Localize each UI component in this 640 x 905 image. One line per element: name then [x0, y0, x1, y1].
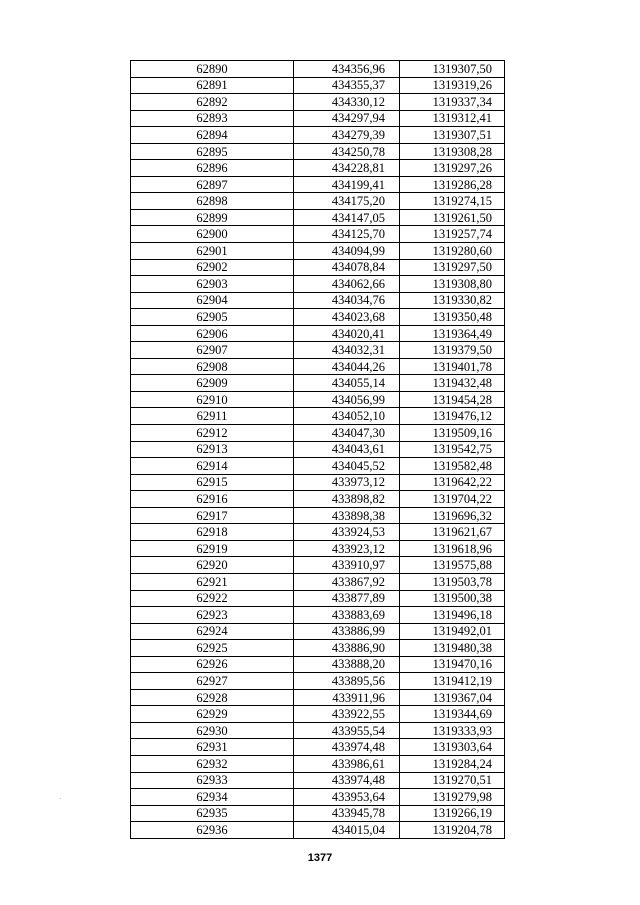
- x-coordinate-cell: 434023,68: [294, 309, 400, 326]
- table-row: [131, 110, 505, 127]
- x-coordinate-cell: 434330,12: [294, 94, 400, 111]
- x-coordinate-cell: 433895,56: [294, 673, 400, 690]
- x-coordinate-cell: 434175,20: [294, 193, 400, 210]
- x-coordinate-cell: 434125,70: [294, 226, 400, 243]
- x-coordinate-cell: 434250,78: [294, 143, 400, 160]
- y-coordinate-cell: 1319582,48: [400, 458, 505, 475]
- x-coordinate-cell: 433923,12: [294, 540, 400, 557]
- y-coordinate-cell: 1319274,15: [400, 193, 505, 210]
- table-row: [131, 292, 505, 309]
- x-coordinate-cell: 433888,20: [294, 656, 400, 673]
- table-row: [131, 474, 505, 491]
- x-coordinate-cell: 434147,05: [294, 209, 400, 226]
- x-coordinate-cell: 433898,82: [294, 491, 400, 508]
- point-number-cell: 62902: [131, 259, 294, 276]
- x-coordinate-cell: 433867,92: [294, 573, 400, 590]
- point-number-cell: 62903: [131, 276, 294, 293]
- coordinates-table-body: [131, 61, 505, 839]
- y-coordinate-cell: 1319379,50: [400, 342, 505, 359]
- y-coordinate-cell: 1319204,78: [400, 822, 505, 839]
- point-number-cell: 62894: [131, 127, 294, 144]
- point-number-cell: 62920: [131, 557, 294, 574]
- y-coordinate-cell: 1319297,50: [400, 259, 505, 276]
- y-coordinate-cell: 1319642,22: [400, 474, 505, 491]
- y-coordinate-cell: 1319307,51: [400, 127, 505, 144]
- table-row: [131, 772, 505, 789]
- point-number-cell: 62914: [131, 458, 294, 475]
- table-row: [131, 607, 505, 624]
- x-coordinate-cell: 434279,39: [294, 127, 400, 144]
- x-coordinate-cell: 434043,61: [294, 441, 400, 458]
- table-row: [131, 689, 505, 706]
- x-coordinate-cell: 434078,84: [294, 259, 400, 276]
- point-number-cell: 62928: [131, 689, 294, 706]
- y-coordinate-cell: 1319500,38: [400, 590, 505, 607]
- table-row: [131, 77, 505, 94]
- x-coordinate-cell: 433953,64: [294, 789, 400, 806]
- table-row: [131, 425, 505, 442]
- table-row: [131, 706, 505, 723]
- table-row: [131, 590, 505, 607]
- point-number-cell: 62908: [131, 358, 294, 375]
- table-row: [131, 805, 505, 822]
- table-row: [131, 458, 505, 475]
- x-coordinate-cell: 433974,48: [294, 772, 400, 789]
- x-coordinate-cell: 434199,41: [294, 176, 400, 193]
- y-coordinate-cell: 1319401,78: [400, 358, 505, 375]
- x-coordinate-cell: 433910,97: [294, 557, 400, 574]
- table-row: [131, 623, 505, 640]
- x-coordinate-cell: 434355,37: [294, 77, 400, 94]
- y-coordinate-cell: 1319270,51: [400, 772, 505, 789]
- table-row: [131, 325, 505, 342]
- point-number-cell: 62906: [131, 325, 294, 342]
- point-number-cell: 62921: [131, 573, 294, 590]
- table-row: [131, 822, 505, 839]
- point-number-cell: 62917: [131, 507, 294, 524]
- y-coordinate-cell: 1319344,69: [400, 706, 505, 723]
- x-coordinate-cell: 433922,55: [294, 706, 400, 723]
- y-coordinate-cell: 1319257,74: [400, 226, 505, 243]
- x-coordinate-cell: 434052,10: [294, 408, 400, 425]
- y-coordinate-cell: 1319367,04: [400, 689, 505, 706]
- x-coordinate-cell: 433973,12: [294, 474, 400, 491]
- point-number-cell: 62918: [131, 524, 294, 541]
- point-number-cell: 62915: [131, 474, 294, 491]
- point-number-cell: 62899: [131, 209, 294, 226]
- x-coordinate-cell: 434034,76: [294, 292, 400, 309]
- table-row: [131, 673, 505, 690]
- table-row: [131, 391, 505, 408]
- table-row: [131, 226, 505, 243]
- x-coordinate-cell: 433974,48: [294, 739, 400, 756]
- x-coordinate-cell: 434228,81: [294, 160, 400, 177]
- y-coordinate-cell: 1319575,88: [400, 557, 505, 574]
- point-number-cell: 62929: [131, 706, 294, 723]
- point-number-cell: 62905: [131, 309, 294, 326]
- x-coordinate-cell: 434055,14: [294, 375, 400, 392]
- x-coordinate-cell: 434297,94: [294, 110, 400, 127]
- y-coordinate-cell: 1319618,96: [400, 540, 505, 557]
- y-coordinate-cell: 1319286,28: [400, 176, 505, 193]
- table-row: [131, 491, 505, 508]
- point-number-cell: 62898: [131, 193, 294, 210]
- x-coordinate-cell: 433877,89: [294, 590, 400, 607]
- table-row: [131, 342, 505, 359]
- y-coordinate-cell: 1319330,82: [400, 292, 505, 309]
- x-coordinate-cell: 434356,96: [294, 61, 400, 78]
- point-number-cell: 62910: [131, 391, 294, 408]
- point-number-cell: 62909: [131, 375, 294, 392]
- x-coordinate-cell: 434015,04: [294, 822, 400, 839]
- x-coordinate-cell: 433945,78: [294, 805, 400, 822]
- y-coordinate-cell: 1319480,38: [400, 640, 505, 657]
- table-row: [131, 755, 505, 772]
- table-row: [131, 789, 505, 806]
- y-coordinate-cell: 1319284,24: [400, 755, 505, 772]
- point-number-cell: 62931: [131, 739, 294, 756]
- x-coordinate-cell: 434056,99: [294, 391, 400, 408]
- point-number-cell: 62926: [131, 656, 294, 673]
- y-coordinate-cell: 1319297,26: [400, 160, 505, 177]
- x-coordinate-cell: 434062,66: [294, 276, 400, 293]
- y-coordinate-cell: 1319509,16: [400, 425, 505, 442]
- table-row: [131, 507, 505, 524]
- point-number-cell: 62913: [131, 441, 294, 458]
- table-row: [131, 176, 505, 193]
- point-number-cell: 62892: [131, 94, 294, 111]
- x-coordinate-cell: 434045,52: [294, 458, 400, 475]
- y-coordinate-cell: 1319280,60: [400, 243, 505, 260]
- point-number-cell: 62907: [131, 342, 294, 359]
- table-row: [131, 209, 505, 226]
- point-number-cell: 62934: [131, 789, 294, 806]
- x-coordinate-cell: 433886,90: [294, 640, 400, 657]
- table-row: [131, 540, 505, 557]
- point-number-cell: 62919: [131, 540, 294, 557]
- y-coordinate-cell: 1319337,34: [400, 94, 505, 111]
- y-coordinate-cell: 1319279,98: [400, 789, 505, 806]
- point-number-cell: 62891: [131, 77, 294, 94]
- y-coordinate-cell: 1319696,32: [400, 507, 505, 524]
- y-coordinate-cell: 1319350,48: [400, 309, 505, 326]
- x-coordinate-cell: 434044,26: [294, 358, 400, 375]
- point-number-cell: 62925: [131, 640, 294, 657]
- point-number-cell: 62916: [131, 491, 294, 508]
- point-number-cell: 62932: [131, 755, 294, 772]
- y-coordinate-cell: 1319496,18: [400, 607, 505, 624]
- point-number-cell: 62933: [131, 772, 294, 789]
- table-row: [131, 524, 505, 541]
- table-row: [131, 358, 505, 375]
- point-number-cell: 62896: [131, 160, 294, 177]
- point-number-cell: 62922: [131, 590, 294, 607]
- y-coordinate-cell: 1319308,80: [400, 276, 505, 293]
- table-row: [131, 143, 505, 160]
- point-number-cell: 62911: [131, 408, 294, 425]
- table-row: [131, 722, 505, 739]
- table-row: [131, 243, 505, 260]
- y-coordinate-cell: 1319319,26: [400, 77, 505, 94]
- point-number-cell: 62936: [131, 822, 294, 839]
- table-row: [131, 573, 505, 590]
- y-coordinate-cell: 1319261,50: [400, 209, 505, 226]
- point-number-cell: 62904: [131, 292, 294, 309]
- table-row: [131, 309, 505, 326]
- table-row: [131, 408, 505, 425]
- table-row: [131, 193, 505, 210]
- point-number-cell: 62923: [131, 607, 294, 624]
- y-coordinate-cell: 1319503,78: [400, 573, 505, 590]
- y-coordinate-cell: 1319333,93: [400, 722, 505, 739]
- x-coordinate-cell: 433986,61: [294, 755, 400, 772]
- y-coordinate-cell: 1319470,16: [400, 656, 505, 673]
- x-coordinate-cell: 433924,53: [294, 524, 400, 541]
- y-coordinate-cell: 1319492,01: [400, 623, 505, 640]
- x-coordinate-cell: 433898,38: [294, 507, 400, 524]
- y-coordinate-cell: 1319412,19: [400, 673, 505, 690]
- y-coordinate-cell: 1319542,75: [400, 441, 505, 458]
- y-coordinate-cell: 1319303,64: [400, 739, 505, 756]
- table-row: [131, 160, 505, 177]
- table-row: [131, 61, 505, 78]
- table-row: [131, 640, 505, 657]
- x-coordinate-cell: 434020,41: [294, 325, 400, 342]
- y-coordinate-cell: 1319364,49: [400, 325, 505, 342]
- page-number: 1377: [307, 852, 333, 864]
- table-row: [131, 441, 505, 458]
- point-number-cell: 62935: [131, 805, 294, 822]
- table-row: [131, 375, 505, 392]
- point-number-cell: 62901: [131, 243, 294, 260]
- point-number-cell: 62893: [131, 110, 294, 127]
- point-number-cell: 62900: [131, 226, 294, 243]
- table-row: [131, 276, 505, 293]
- point-number-cell: 62897: [131, 176, 294, 193]
- x-coordinate-cell: 434047,30: [294, 425, 400, 442]
- x-coordinate-cell: 434094,99: [294, 243, 400, 260]
- point-number-cell: 62912: [131, 425, 294, 442]
- table-row: [131, 127, 505, 144]
- table-row: [131, 656, 505, 673]
- y-coordinate-cell: 1319454,28: [400, 391, 505, 408]
- point-number-cell: 62890: [131, 61, 294, 78]
- coordinates-table: [130, 60, 505, 839]
- point-number-cell: 62924: [131, 623, 294, 640]
- y-coordinate-cell: 1319704,22: [400, 491, 505, 508]
- x-coordinate-cell: 433883,69: [294, 607, 400, 624]
- margin-mark: .: [60, 795, 62, 801]
- y-coordinate-cell: 1319266,19: [400, 805, 505, 822]
- y-coordinate-cell: 1319307,50: [400, 61, 505, 78]
- x-coordinate-cell: 433955,54: [294, 722, 400, 739]
- y-coordinate-cell: 1319432,48: [400, 375, 505, 392]
- table-row: [131, 557, 505, 574]
- point-number-cell: 62895: [131, 143, 294, 160]
- y-coordinate-cell: 1319312,41: [400, 110, 505, 127]
- table-row: [131, 259, 505, 276]
- x-coordinate-cell: 433886,99: [294, 623, 400, 640]
- x-coordinate-cell: 433911,96: [294, 689, 400, 706]
- y-coordinate-cell: 1319308,28: [400, 143, 505, 160]
- y-coordinate-cell: 1319476,12: [400, 408, 505, 425]
- y-coordinate-cell: 1319621,67: [400, 524, 505, 541]
- point-number-cell: 62930: [131, 722, 294, 739]
- point-number-cell: 62927: [131, 673, 294, 690]
- x-coordinate-cell: 434032,31: [294, 342, 400, 359]
- table-row: [131, 739, 505, 756]
- table-row: [131, 94, 505, 111]
